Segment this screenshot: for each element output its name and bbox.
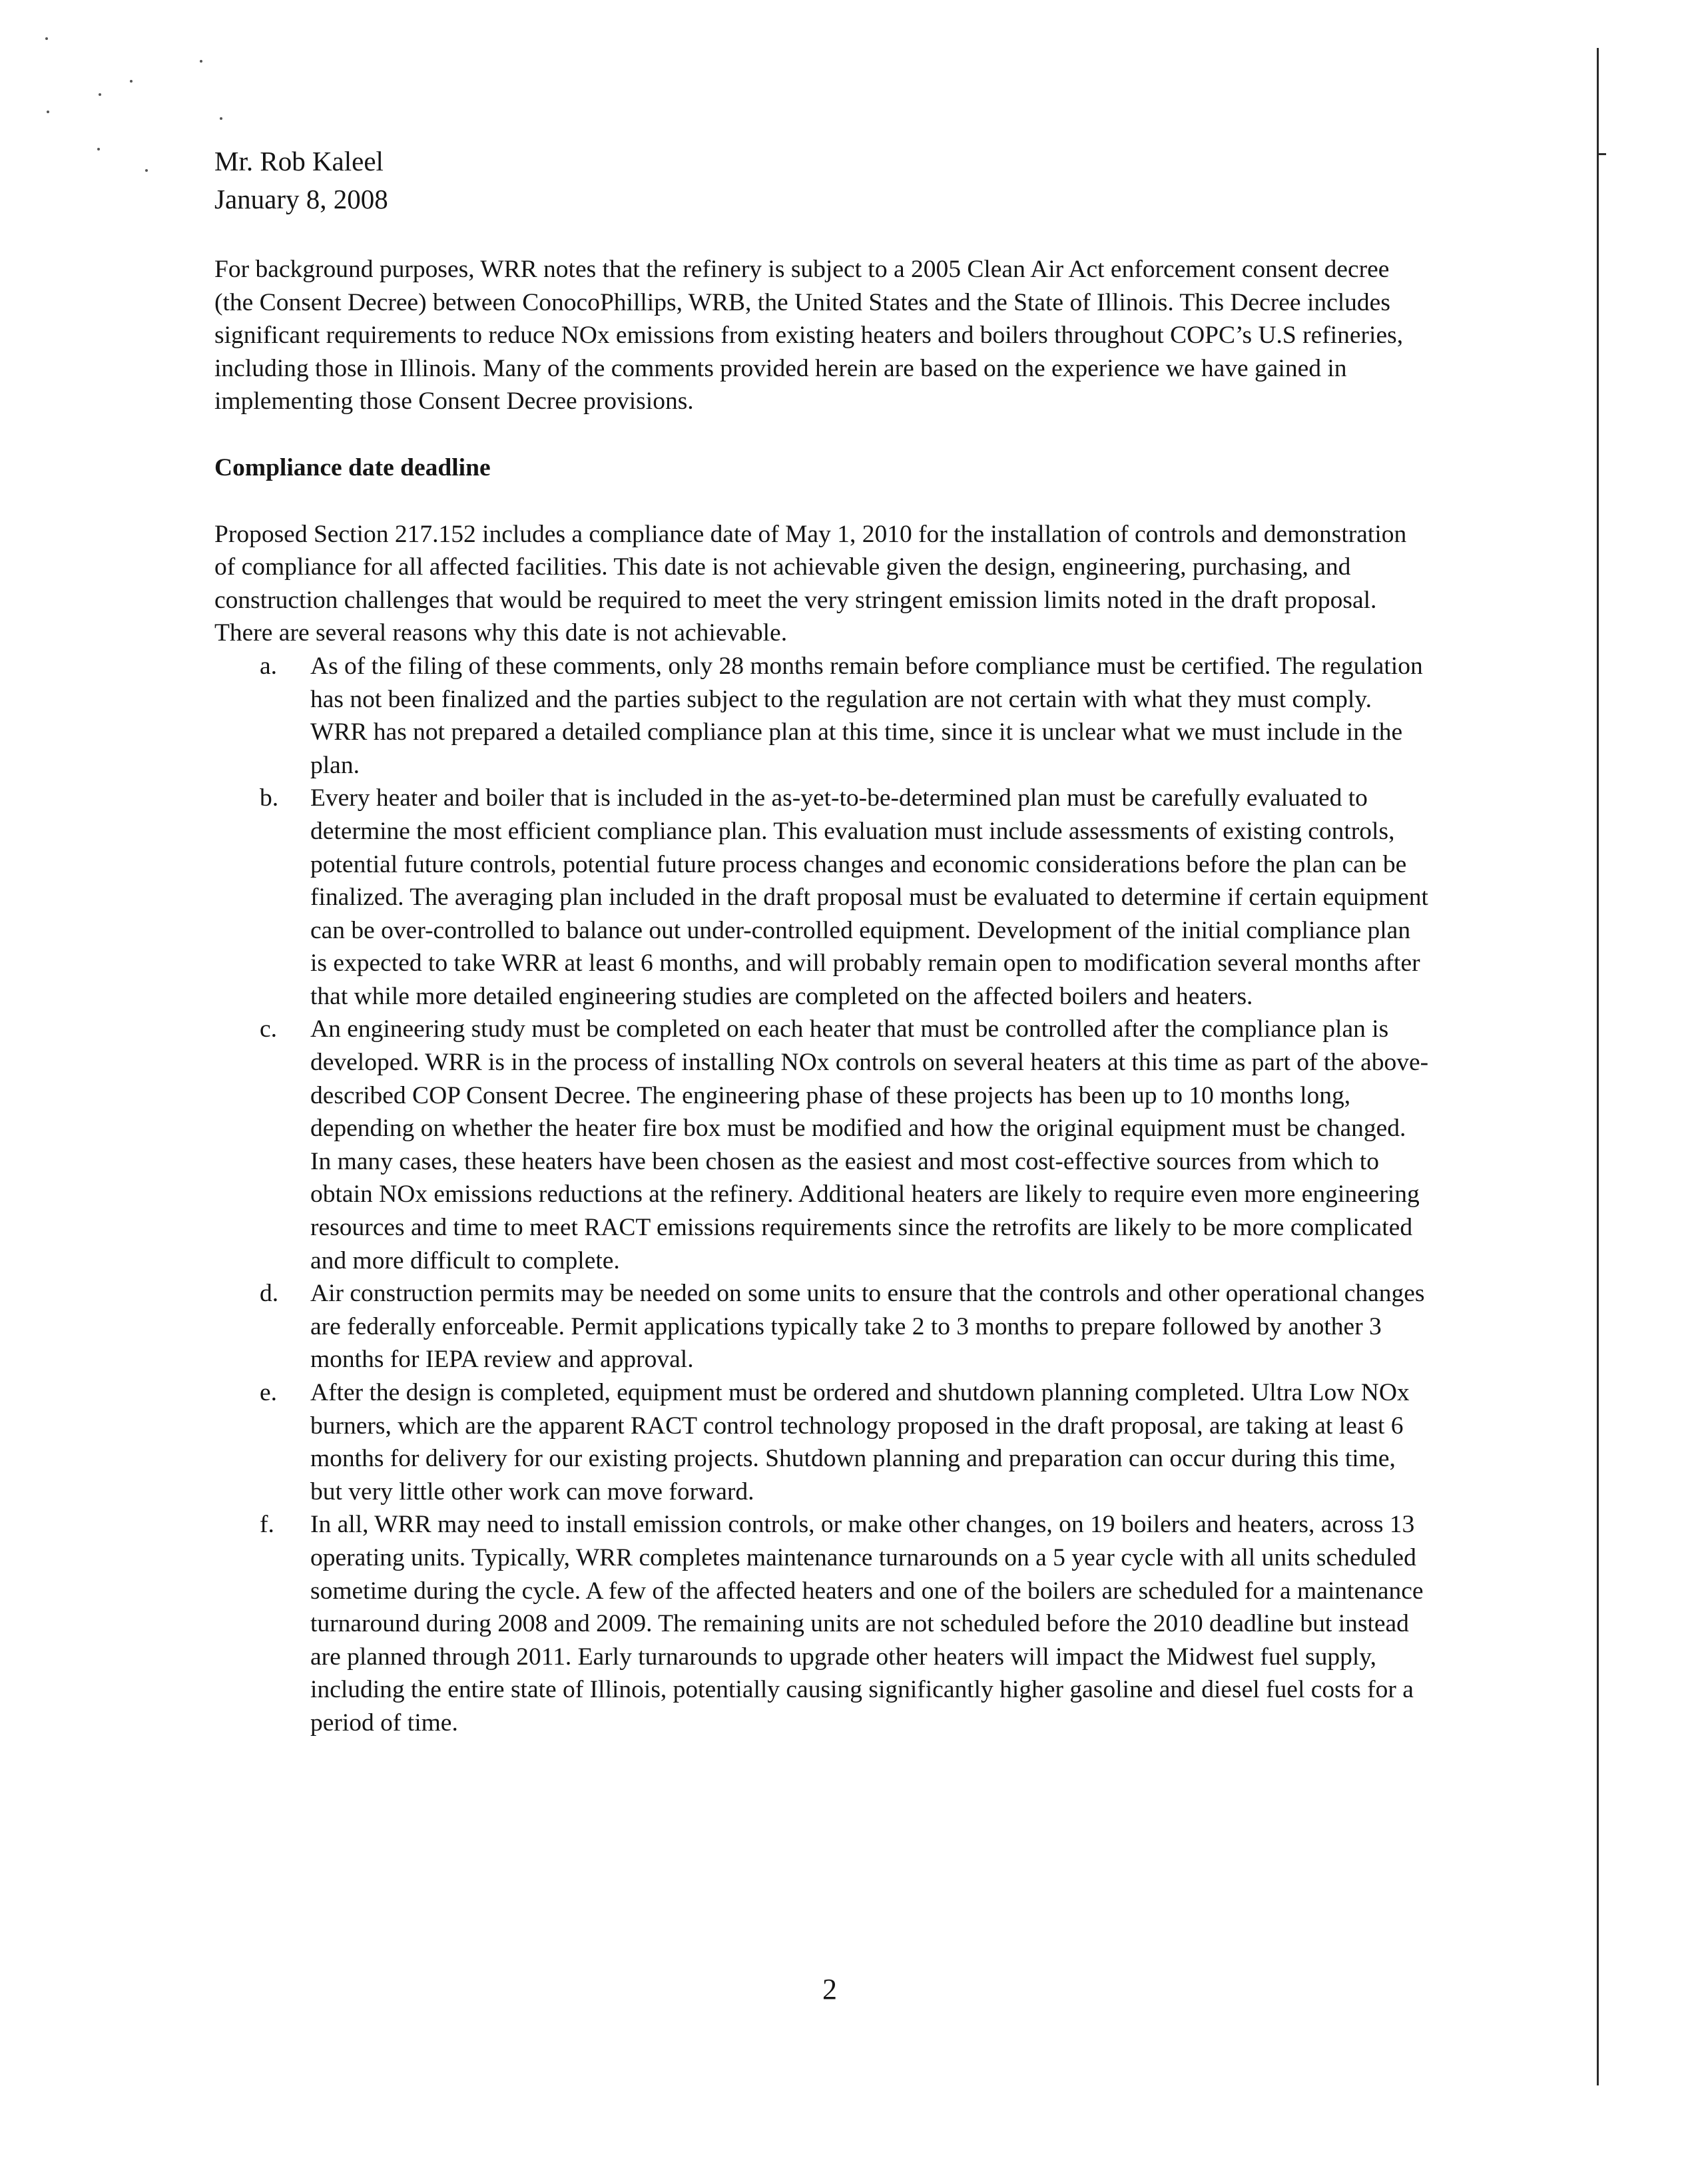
list-item-text: An engineering study must be completed on each heater that must be controlled after the compliance plan is developed. WRR is in the process of installing NOx controls on several heaters at this time as part of the above-described COP Consent Decree. The engineering phase of these projects has been up to 10 months long, depending on whether the heater fire box must be modified and how the original equipment must be changed. In many cases, these heaters have been chosen as the easiest and most cost-effective sources from which to obtain NOx emissions reductions at the refinery. Additional heaters are likely to require even more engineering resources and time to meet RACT emissions requirements since the retrofits are likely to be more complicated and more difficult to complete. [310, 1015, 1429, 1274]
letter-date: January 8, 2008 [214, 184, 388, 214]
letter-body [214, 142, 1432, 1740]
list-item [214, 650, 1432, 782]
margin-rule [1597, 48, 1599, 2085]
background-paragraph: For background purposes, WRR notes that the refinery is subject to a 2005 Clean Air Act enforcement consent decree (the Consent Decree) between ConocoPhillips, WRB, the United States and the State of Illinois. This Decree includes significant requirements to reduce NOx emissions from existing heaters and boilers throughout COPC’s U.S refineries, including those in Illinois. Many of the comments provided herein are based on the experience we have gained in implementing those Consent Decree provisions. [214, 256, 1404, 415]
list-marker: d. [260, 1280, 279, 1308]
list-marker: c. [260, 1015, 278, 1043]
list-item [214, 1277, 1432, 1376]
list-item-text: After the design is completed, equipment must be ordered and shutdown planning completed. Ultra Low NOx burners, which are the apparent RACT control technology proposed in the draft proposal, are taking at least 6 months for delivery for our existing projects. Shutdown planning and preparation can occur during this time, but very little other work can move forward. [310, 1379, 1410, 1505]
scan-speck [97, 148, 100, 150]
scan-speck [99, 93, 101, 96]
list-marker: e. [260, 1379, 278, 1406]
scan-speck [220, 117, 222, 120]
list-marker: a. [260, 652, 278, 680]
recipient-name: Mr. Rob Kaleel [214, 146, 384, 176]
list-item [214, 1013, 1432, 1277]
section-heading: Compliance date deadline [214, 453, 491, 481]
scan-speck [130, 80, 133, 83]
scan-speck [200, 60, 202, 63]
list-item-text: Every heater and boiler that is included in the as-yet-to-be-determined plan must be carefully evaluated to determine the most efficient compliance plan. This evaluation must include assessments of existing controls, potential future controls, potential future process changes and economic considerations before the plan can be finalized. The averaging plan included in the draft proposal must be evaluated to determine if certain equipment can be over-controlled to balance out under-controlled equipment. Development of the initial compliance plan is expected to take WRR at least 6 months, and will probably remain open to modification several months after that while more detailed engineering studies are completed on the affected boilers and heaters. [310, 784, 1428, 1010]
list-item [214, 1376, 1432, 1508]
page-number: 2 [822, 1973, 837, 2006]
reasons-list [214, 650, 1432, 1740]
section-intro-paragraph: Proposed Section 217.152 includes a compliance date of May 1, 2010 for the installation of controls and demonstration of compliance for all affected facilities. This date is not achievable given the design, engineering, purchasing, and construction challenges that would be required to meet the very stringent emission limits noted in the draft proposal. There are several reasons why this date is not achievable. [214, 520, 1407, 647]
list-item-text: In all, WRR may need to install emission controls, or make other changes, on 19 boilers and heaters, across 13 operating units. Typically, WRR completes maintenance turnarounds on a 5 year cycle with all units scheduled sometime during the cycle. A few of the affected heaters and one of the boilers are scheduled for a maintenance turnaround during 2008 and 2009. The remaining units are not scheduled before the 2010 deadline but instead are planned through 2011. Early turnarounds to upgrade other heaters will impact the Midwest fuel supply, including the entire state of Illinois, potentially causing significantly higher gasoline and diesel fuel costs for a period of time. [310, 1511, 1424, 1737]
scan-speck [45, 37, 48, 40]
list-item-text: Air construction permits may be needed on some units to ensure that the controls and other operational changes are federally enforceable. Permit applications typically take 2 to 3 months to prepare followed by another 3 months for IEPA review and approval. [310, 1280, 1425, 1374]
list-marker: b. [260, 784, 279, 812]
scan-speck [145, 169, 148, 172]
list-item [214, 782, 1432, 1013]
scan-speck [47, 111, 49, 113]
list-marker: f. [260, 1511, 274, 1539]
letter-header [214, 142, 1432, 218]
list-item-text: As of the filing of these comments, only 28 months remain before compliance must be certified. The regulation has not been finalized and the parties subject to the regulation are not certain with what they must comply. WRR has not prepared a detailed compliance plan at this time, since it is unclear what we must include in the plan. [310, 652, 1423, 779]
list-item [214, 1508, 1432, 1739]
margin-tick [1599, 153, 1606, 155]
